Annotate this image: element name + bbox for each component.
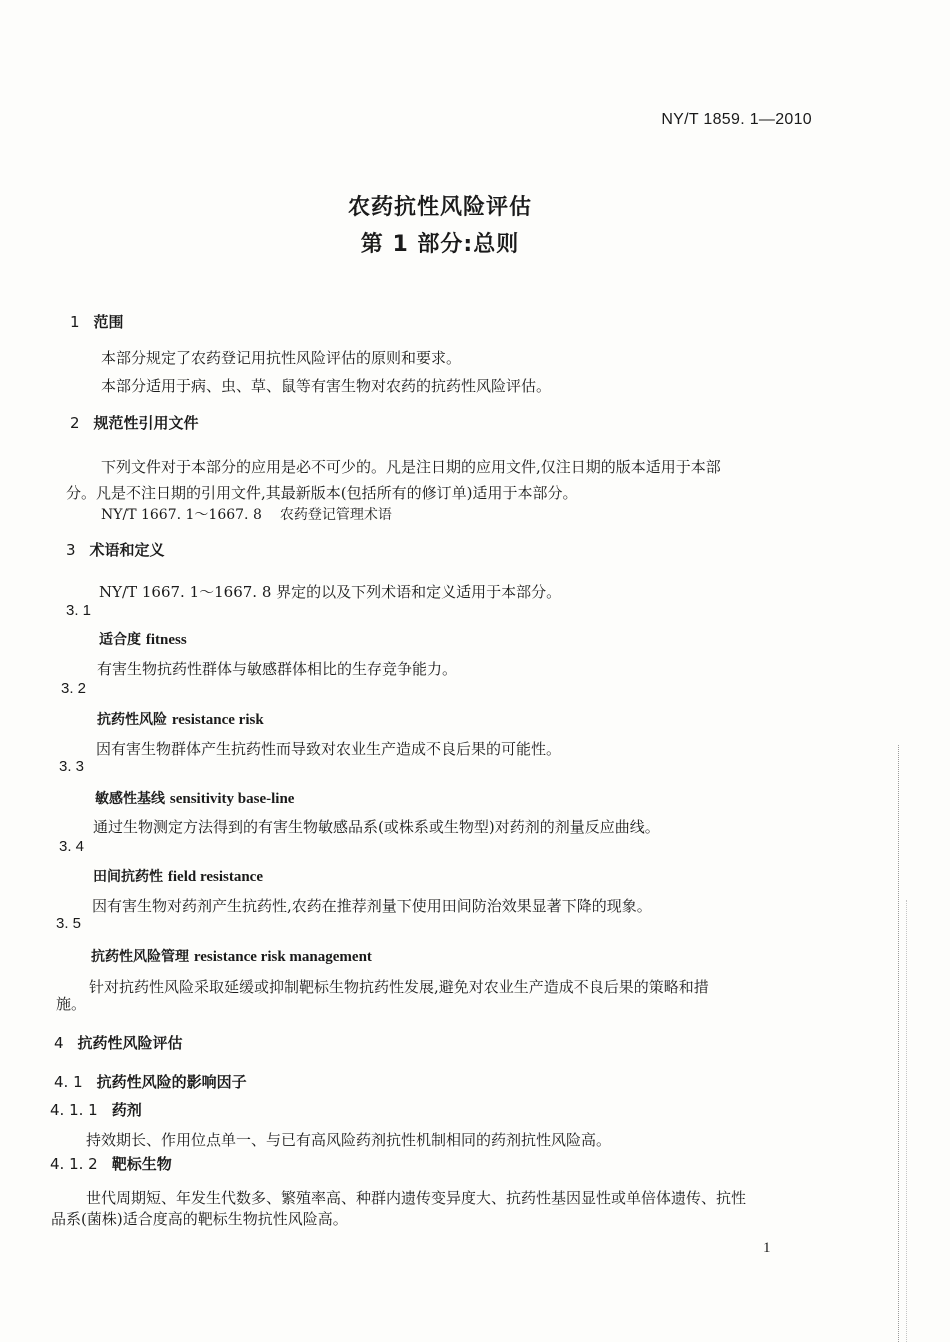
section-title: 药剂	[111, 1101, 142, 1119]
normative-reference	[101, 504, 392, 524]
section-1-heading	[70, 311, 124, 332]
term-heading	[91, 946, 372, 966]
term-definition: 通过生物测定方法得到的有害生物敏感品系(或株系或生物型)对药剂的剂量反应曲线。	[93, 818, 660, 836]
standard-code: NY/T 1859. 1—2010	[661, 111, 812, 128]
subsection-4-1-heading	[54, 1071, 247, 1092]
document-subtitle: 第 1 部分:总则	[360, 232, 520, 257]
term-cn: 抗药性风险	[97, 712, 167, 728]
term-en: sensitivity base-line	[169, 791, 295, 807]
section-title: 规范性引用文件	[93, 414, 199, 432]
term-heading	[95, 788, 294, 808]
term-heading	[93, 866, 263, 886]
section-number: 2	[70, 414, 80, 432]
section-title: 抗药性风险评估	[77, 1034, 183, 1052]
term-number: 3. 4	[59, 838, 85, 855]
term-number: 3. 2	[61, 680, 87, 697]
page-number: 1	[763, 1240, 771, 1256]
paragraph: 下列文件对于本部分的应用是必不可少的。凡是注日期的应用文件,仅注日期的版本适用于本部	[101, 458, 721, 476]
term-definition-continuation: 施。	[56, 995, 87, 1013]
term-heading	[97, 709, 264, 729]
subsection-4-1-1-heading	[50, 1099, 142, 1120]
paragraph: 持效期长、作用位点单一、与已有高风险药剂抗性机制相同的药剂抗性风险高。	[86, 1131, 612, 1149]
section-number: 1	[70, 313, 80, 331]
paragraph-continuation: 品系(菌株)适合度高的靶标生物抗性风险高。	[51, 1210, 348, 1228]
term-definition: 因有害生物群体产生抗药性而导致对农业生产造成不良后果的可能性。	[96, 740, 562, 758]
section-title: 范围	[93, 313, 124, 331]
scan-edge-line	[906, 900, 907, 1342]
paragraph-continuation: 分。凡是不注日期的引用文件,其最新版本(包括所有的修订单)适用于本部分。	[66, 484, 578, 502]
subsection-4-1-2-heading	[50, 1153, 172, 1174]
reference-title: 农药登记管理术语	[279, 507, 392, 523]
term-number: 3. 1	[66, 602, 92, 619]
paragraph: 本部分规定了农药登记用抗性风险评估的原则和要求。	[101, 349, 462, 367]
section-title: 靶标生物	[111, 1155, 172, 1173]
section-2-heading	[70, 412, 199, 433]
section-number: 4	[54, 1034, 64, 1052]
reference-code: NY/T 1667. 1～1667. 8	[101, 507, 262, 523]
term-cn: 抗药性风险管理	[91, 949, 189, 965]
document-title: 农药抗性风险评估	[347, 195, 532, 220]
term-number: 3. 3	[59, 758, 85, 775]
section-4-heading	[54, 1032, 183, 1053]
paragraph: 本部分适用于病、虫、草、鼠等有害生物对农药的抗药性风险评估。	[101, 377, 552, 395]
term-en: field resistance	[167, 869, 263, 885]
section-number: 4. 1	[54, 1073, 83, 1091]
scan-edge-line	[898, 745, 899, 1342]
term-cn: 田间抗药性	[93, 869, 163, 885]
term-heading	[99, 629, 187, 649]
section-3-heading	[66, 539, 165, 560]
term-definition: 因有害生物对药剂产生抗药性,农药在推荐剂量下使用田间防治效果显著下降的现象。	[92, 897, 652, 915]
section-number: 3	[66, 541, 76, 559]
term-en: resistance risk management	[193, 949, 372, 965]
term-definition: 有害生物抗药性群体与敏感群体相比的生存竞争能力。	[97, 660, 458, 678]
paragraph: 世代周期短、年发生代数多、繁殖率高、种群内遗传变异度大、抗药性基因显性或单倍体遗传、抗性	[86, 1189, 747, 1207]
term-definition: 针对抗药性风险采取延缓或抑制靶标生物抗药性发展,避免对农业生产造成不良后果的策略和措	[89, 978, 709, 996]
term-en: fitness	[145, 632, 187, 648]
section-title: 抗药性风险的影响因子	[96, 1073, 247, 1091]
paragraph: NY/T 1667. 1～1667. 8 界定的以及下列术语和定义适用于本部分。	[99, 583, 562, 601]
term-cn: 敏感性基线	[95, 791, 165, 807]
section-number: 4. 1. 1	[50, 1101, 98, 1119]
term-cn: 适合度	[99, 632, 141, 648]
section-title: 术语和定义	[89, 541, 165, 559]
term-number: 3. 5	[56, 915, 82, 932]
section-number: 4. 1. 2	[50, 1155, 98, 1173]
term-en: resistance risk	[171, 712, 264, 728]
